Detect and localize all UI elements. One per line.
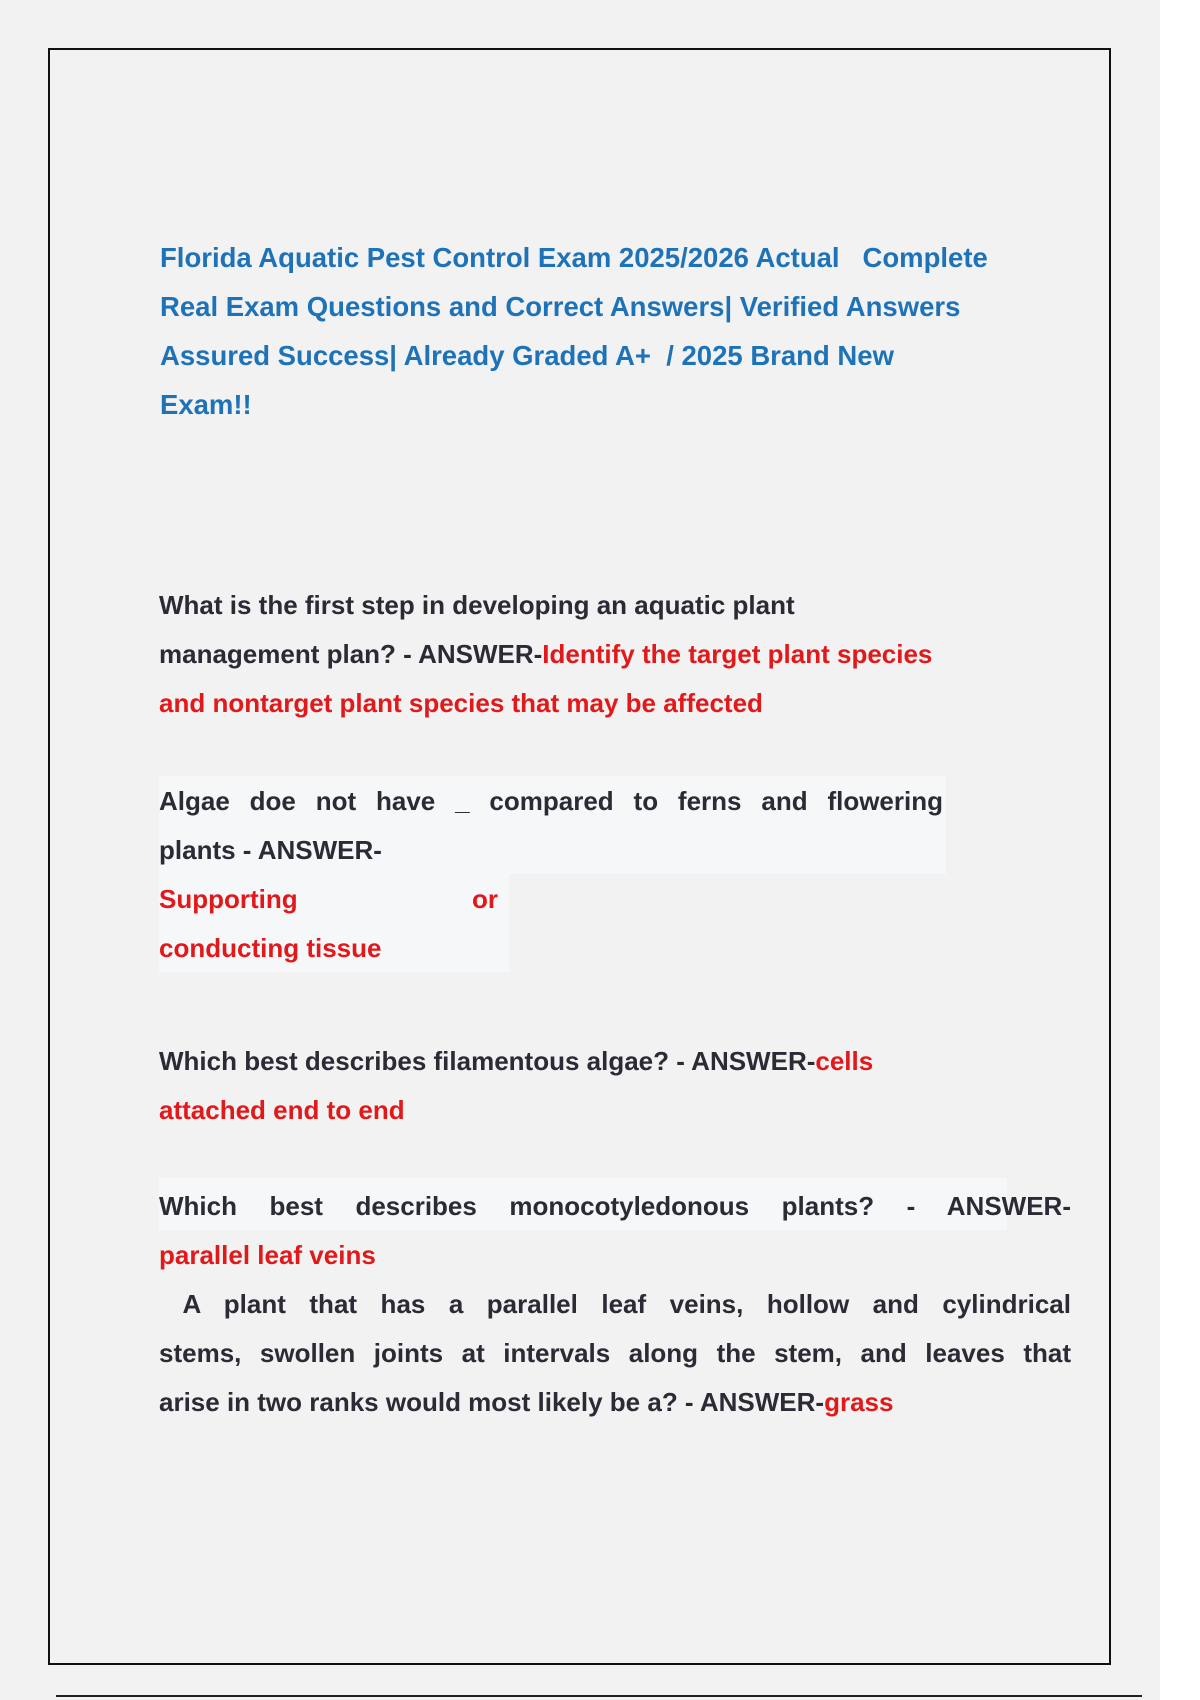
title-line: Assured Success| Already Graded A+ / 2025 Brand New [160, 340, 894, 371]
question-text: arise in two ranks would most likely be a? - ANSWER- [159, 1387, 825, 1417]
answer-text: Supporting [159, 884, 298, 914]
answer-text: or [472, 884, 498, 914]
question-text: stems, swollen joints at intervals along the stem, and leaves that [159, 1338, 1071, 1368]
page-margin-strip [1160, 0, 1200, 1700]
answer-text: parallel leaf veins [159, 1240, 376, 1270]
title-line: Real Exam Questions and Correct Answers| Verified Answers [160, 291, 961, 322]
qa-item-3 [159, 1037, 1071, 1135]
answer-text: cells [815, 1046, 874, 1076]
document-page [48, 48, 1111, 1665]
answer-text: attached end to end [159, 1095, 405, 1125]
answer-text: grass [824, 1387, 894, 1417]
question-text: A plant that has a parallel leaf veins, hollow and cylindrical [159, 1289, 1071, 1319]
qa-item-5 [159, 1280, 1071, 1427]
question-text: management plan? - ANSWER- [159, 639, 543, 669]
question-text: Algae doe not have _ compared to ferns and flowering [159, 786, 943, 816]
question-text: Which best describes filamentous algae? - ANSWER- [159, 1046, 816, 1076]
question-text: What is the first step in developing an aquatic plant [159, 590, 795, 620]
question-text: Which best describes monocotyledonous plants? - ANSWER- [159, 1191, 1071, 1221]
qa-item-1 [159, 581, 1071, 728]
qa-item-2 [159, 777, 943, 973]
title-line: Exam!! [160, 389, 252, 420]
answer-text: Identify the target plant species [542, 639, 933, 669]
answer-text: conducting tissue [159, 933, 382, 963]
answer-text: and nontarget plant species that may be affected [159, 688, 763, 718]
bottom-rule [56, 1695, 1142, 1697]
title-line: Florida Aquatic Pest Control Exam 2025/2026 Actual Complete [160, 242, 988, 273]
document-title [160, 233, 1070, 429]
question-text: plants - ANSWER- [159, 835, 382, 865]
qa-item-4 [159, 1182, 1071, 1280]
